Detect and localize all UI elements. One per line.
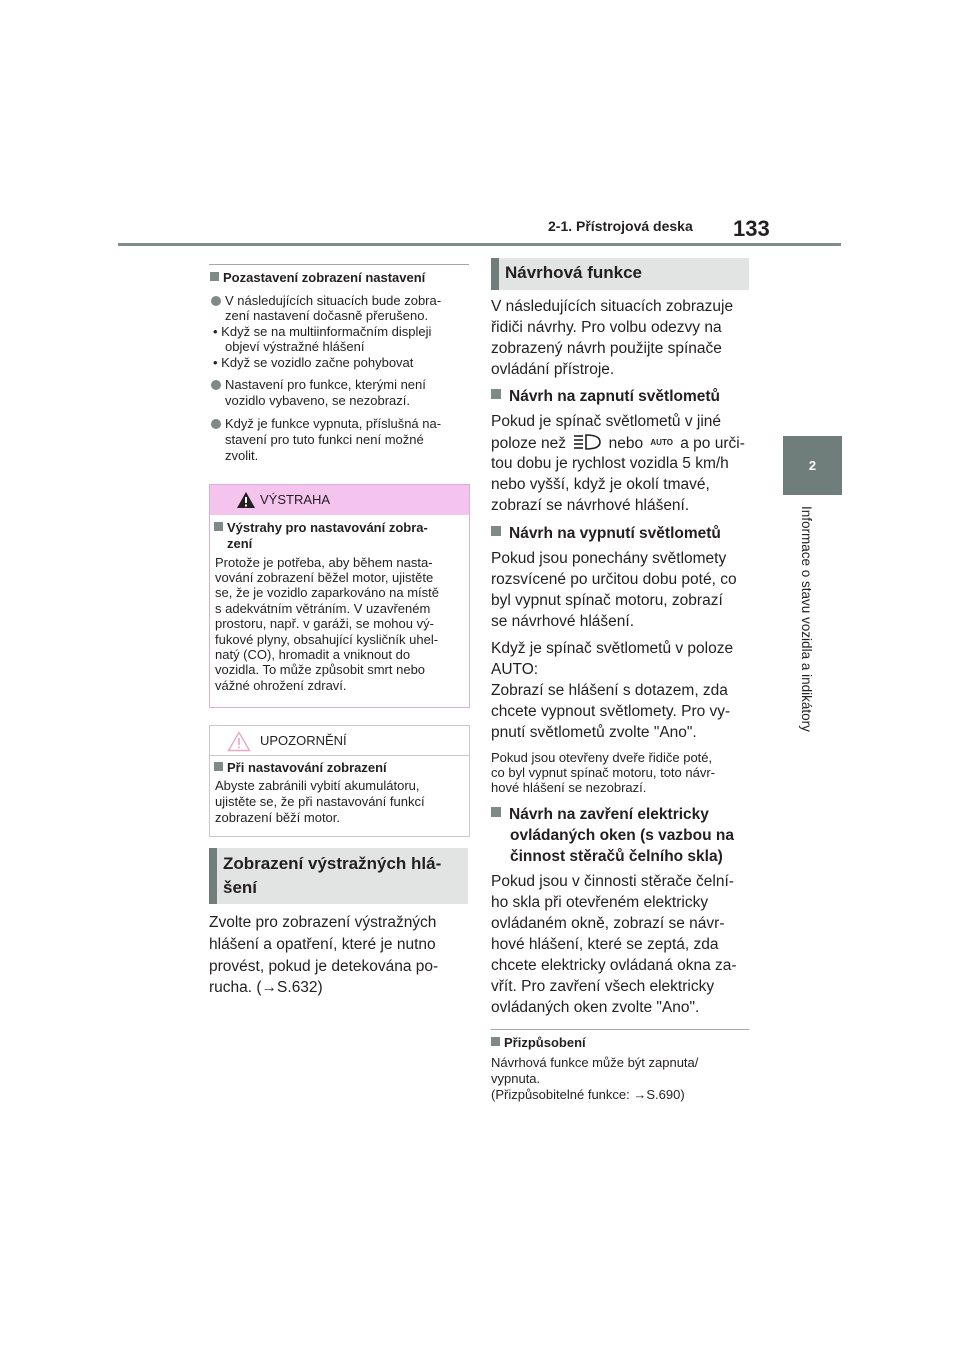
warning-triangle-icon	[236, 491, 256, 509]
warning-box	[209, 484, 470, 708]
headlight-off-line: byl vypnut spínač motoru, zobrazí	[491, 592, 723, 609]
bullet2-line2: vozidlo vybaveno, se nezobrazí.	[225, 393, 410, 408]
headlight-on-line1: Pokud je spínač světlometů v jiné	[491, 413, 722, 430]
intro-line: ovládání přístroje.	[491, 361, 615, 378]
window-close-line: ovládaných oken zvolte "Ano".	[491, 999, 700, 1016]
headlight-auto-line: chcete vypnout světlomety. Pro vy-	[491, 703, 731, 720]
customization-rule	[491, 1029, 749, 1030]
pause-heading: Pozastavení zobrazení nastavení	[210, 270, 425, 285]
customization-line: vypnuta.	[491, 1071, 541, 1086]
customization-line: Návrhová funkce může být zapnuta/	[491, 1055, 699, 1070]
header-rule	[118, 243, 841, 246]
warning-messages-title-line2: šení	[223, 878, 258, 897]
headlight-note-line: Pokud jsou otevřeny dveře řidiče poté,	[491, 750, 713, 765]
warning-line: se, že je vozidlo zaparkováno na místě	[215, 585, 440, 600]
headlight-icon	[572, 433, 602, 451]
headlight-off-line: se návrhové hlášení.	[491, 613, 635, 630]
bullet3-line1: Když je funkce vypnuta, příslušná na-	[225, 416, 442, 431]
auto-icon: AUTO	[650, 438, 673, 447]
warning-subheading-line1: Výstrahy pro nastavování zobra-	[214, 520, 428, 535]
section-title: 2-1. Přístrojová deska	[548, 218, 693, 234]
warning-line: natý (CO), hromadit a vniknout do	[215, 647, 411, 662]
window-close-line: hové hlášení, které se zeptá, zda	[491, 936, 719, 953]
headlight-off-line: Pokud jsou ponechány světlomety	[491, 550, 727, 567]
headlight-on-line: nebo vyšší, když je okolí tmavé,	[491, 476, 710, 493]
bullet3-line2: stavení pro tuto funkci není možné	[225, 432, 424, 447]
bullet2-line1: Nastavení pro funkce, kterými není	[225, 377, 426, 392]
window-close-line: vřít. Pro zavření všech elektricky	[491, 978, 715, 995]
square-bullet-icon	[491, 526, 501, 536]
warning-messages-body-line: hlášení a opatření, které je nutno	[209, 936, 436, 953]
headlight-auto-line: AUTO:	[491, 661, 539, 678]
warning-line: vozidla. To může způsobit smrt nebo	[215, 662, 426, 677]
headlight-note-line: hové hlášení se nezobrazí.	[491, 780, 647, 795]
warning-messages-body-line: rucha. (→S.632)	[209, 979, 323, 996]
bullet-dot-icon	[211, 296, 221, 306]
square-bullet-icon	[491, 807, 501, 817]
window-close-line: ovládaném okně, zobrazí se návr-	[491, 915, 725, 932]
warning-line: vážné ohrožení zdraví.	[215, 678, 347, 693]
warning-line: vování zobrazení běžel motor, ujistěte	[215, 570, 434, 585]
headlight-on-heading: Návrh na zapnutí světlometů	[491, 386, 720, 407]
warning-messages-body-line: Zvolte pro zobrazení výstražných	[209, 914, 437, 931]
section-bar	[209, 848, 217, 904]
intro-line: V následujících situacích zobrazuje	[491, 298, 734, 315]
window-close-heading-line3: činnost stěračů čelního skla)	[510, 848, 723, 865]
intro-line: řidiči návrhy. Pro volbu odezvy na	[491, 319, 722, 336]
sub-bullet1-line2: objeví výstražné hlášení	[225, 339, 365, 354]
warning-line: fukové plyny, obsahující kysličník uhel-	[215, 632, 439, 647]
suggestion-function-title: Návrhová funkce	[505, 263, 642, 282]
headlight-on-line: tou dobu je rychlost vozidla 5 km/h	[491, 455, 729, 472]
sub-bullet1-line1: • Když se na multiinformačním displeji	[213, 324, 432, 339]
customization-heading: Přizpůsobení	[491, 1035, 586, 1050]
headlight-auto-line: Když je spínač světlometů v poloze	[491, 640, 734, 657]
headlight-note-line: co byl vypnut spínač motoru, toto návr-	[491, 765, 715, 780]
notice-line: Abyste zabránili vybití akumulátoru,	[215, 778, 420, 793]
square-bullet-icon	[214, 522, 223, 531]
notice-line: zobrazení běží motor.	[215, 810, 341, 825]
window-close-line: chcete elektricky ovládaná okna za-	[491, 957, 737, 974]
window-close-heading-line1: Návrh na zavření elektricky	[491, 804, 709, 825]
warning-line: prostoru, např. v garáži, se mohou vý-	[215, 616, 434, 631]
square-bullet-icon	[491, 389, 501, 399]
bullet1-line1: V následujících situacích bude zobra-	[225, 293, 442, 308]
subsection-rule	[209, 264, 469, 265]
bullet-dot-icon	[211, 419, 221, 429]
caution-triangle-icon	[227, 731, 251, 752]
warning-subheading-line2: zení	[227, 536, 253, 551]
headlight-auto-line: pnutí světlometů zvolte "Ano".	[491, 724, 697, 741]
notice-box	[209, 725, 470, 837]
headlight-off-line: rozsvícené po určitou dobu poté, co	[491, 571, 737, 588]
warning-messages-body-line: provést, pokud je detekována po-	[209, 958, 439, 975]
warning-messages-section-heading	[209, 848, 468, 904]
headlight-on-line: zobrazí se návrhové hlášení.	[491, 497, 690, 514]
bullet1-line2: zení nastavení dočasně přerušeno.	[225, 308, 429, 323]
warning-line: Protože je potřeba, aby během nasta-	[215, 555, 433, 570]
sub-bullet2: • Když se vozidlo začne pohybovat	[213, 355, 414, 370]
chapter-number: 2	[808, 458, 817, 473]
bullet3-line3: zvolit.	[225, 448, 259, 463]
square-bullet-icon	[214, 762, 223, 771]
chapter-title: Informace o stavu vozidla a indikátory	[799, 506, 814, 732]
page-number: 133	[733, 216, 770, 241]
headlight-off-heading: Návrh na vypnutí světlometů	[491, 523, 721, 544]
bullet-dot-icon	[211, 380, 221, 390]
suggestion-function-section-heading	[491, 258, 749, 290]
customization-line: (Přizpůsobitelné funkce: →S.690)	[491, 1087, 685, 1102]
section-bar	[491, 258, 499, 290]
window-close-line: ho skla při otevřeném elektricky	[491, 894, 709, 911]
notice-title: UPOZORNĚNÍ	[260, 733, 347, 748]
warning-line: s adekvátním větráním. V uzavřeném	[215, 601, 431, 616]
window-close-heading-line2: ovládaných oken (s vazbou na	[510, 827, 734, 844]
warning-title: VÝSTRAHA	[260, 492, 331, 507]
headlight-auto-line: Zobrazí se hlášení s dotazem, zda	[491, 682, 728, 699]
chapter-title-vertical	[798, 506, 818, 766]
notice-line: ujistěte se, že při nastavování funkcí	[215, 794, 425, 809]
window-close-line: Pokud jsou v činnosti stěrače čelní-	[491, 873, 734, 890]
square-bullet-icon	[210, 272, 219, 281]
square-bullet-icon	[491, 1037, 500, 1046]
headlight-on-line2: poloze než nebo AUTO a po urči-	[491, 435, 745, 452]
notice-subheading: Při nastavování zobrazení	[214, 760, 387, 775]
intro-line: zobrazený návrh použijte spínače	[491, 340, 722, 357]
warning-messages-title-line1: Zobrazení výstražných hlá-	[223, 854, 442, 873]
